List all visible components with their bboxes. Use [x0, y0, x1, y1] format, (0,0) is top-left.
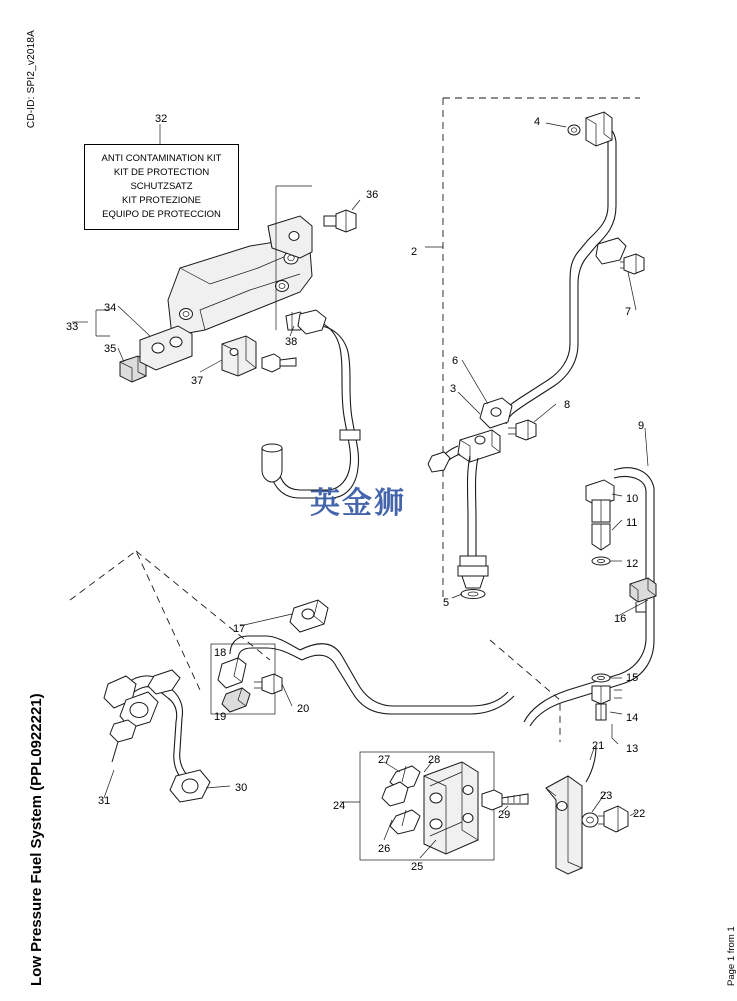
- callout-5: 5: [443, 597, 450, 609]
- callout-11: 11: [626, 517, 638, 529]
- callout-29: 29: [498, 809, 511, 821]
- kit-line-3: SCHUTZSATZ: [130, 181, 193, 192]
- callout-12: 12: [626, 558, 639, 570]
- callout-14: 14: [626, 712, 639, 724]
- callout-32: 32: [155, 113, 168, 125]
- callout-16: 16: [614, 613, 627, 625]
- callout-28: 28: [428, 754, 441, 766]
- kit-line-2: KIT DE PROTECTION: [113, 167, 210, 178]
- callout-15: 15: [626, 672, 639, 684]
- callout-23: 23: [600, 790, 613, 802]
- callout-30: 30: [235, 782, 248, 794]
- callout-13: 13: [626, 743, 639, 755]
- callout-22: 22: [633, 808, 646, 820]
- callout-25: 25: [411, 861, 424, 873]
- callout-33: 33: [66, 321, 79, 333]
- callout-4: 4: [534, 116, 541, 128]
- callout-17: 17: [233, 623, 246, 635]
- callout-8: 8: [564, 399, 571, 411]
- callout-9: 9: [638, 420, 645, 432]
- callout-19: 19: [214, 711, 227, 723]
- callout-34: 34: [104, 302, 117, 314]
- kit-line-1: ANTI CONTAMINATION KIT: [101, 153, 222, 164]
- callout-31: 31: [98, 795, 111, 807]
- watermark: 英金狮: [310, 486, 406, 521]
- callout-10: 10: [626, 493, 639, 505]
- kit-line-5: EQUIPO DE PROTECCION: [102, 209, 221, 220]
- callout-35: 35: [104, 343, 117, 355]
- callout-7: 7: [625, 306, 632, 318]
- kit-line-4: KIT PROTEZIONE: [121, 195, 201, 206]
- callout-37: 37: [191, 375, 204, 387]
- callout-20: 20: [297, 703, 310, 715]
- callout-38: 38: [285, 336, 298, 348]
- callout-18: 18: [214, 647, 227, 659]
- callout-36: 36: [366, 189, 379, 201]
- callout-27: 27: [378, 754, 391, 766]
- callout-3: 3: [450, 383, 457, 395]
- cd-id-label: CD-ID: SPI2_v2018A: [26, 30, 37, 129]
- page-title: Low Pressure Fuel System (PPL0922221): [28, 693, 45, 986]
- bolt-36: [324, 210, 356, 232]
- callout-21: 21: [592, 740, 605, 752]
- page-footer: Page 1 from 1: [726, 926, 737, 986]
- callout-26: 26: [378, 843, 391, 855]
- callout-2: 2: [411, 246, 418, 258]
- anti-contamination-kit-box: [84, 144, 239, 230]
- callout-24: 24: [333, 800, 346, 812]
- callout-6: 6: [452, 355, 459, 367]
